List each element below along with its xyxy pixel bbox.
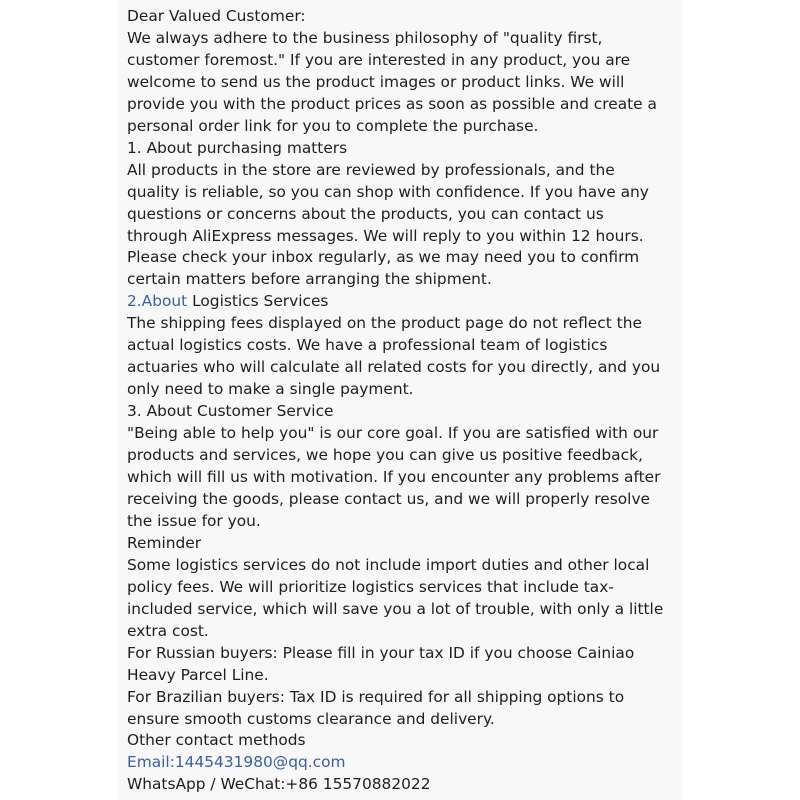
text-line: actual logistics costs. We have a professional team of logistics — [127, 336, 608, 355]
left-margin — [0, 0, 118, 800]
text-line: products and services, we hope you can give us positive feedback, — [127, 446, 643, 465]
text-line: The shipping fees displayed on the product page do not reflect the — [127, 314, 642, 333]
right-margin — [682, 0, 800, 800]
text-line: only need to make a single payment. — [127, 380, 414, 399]
text-line: certain matters before arranging the shipment. — [127, 270, 492, 289]
logistics-link[interactable]: 2.About — [127, 292, 188, 311]
text-line: the issue for you. — [127, 511, 261, 530]
text-line: ensure smooth customs clearance and delivery. — [127, 709, 495, 728]
section-heading-contact: Other contact methods — [127, 731, 306, 750]
section-heading-customer-service: 3. About Customer Service — [127, 402, 334, 421]
text-line: personal order link for you to complete the purchase. — [127, 116, 539, 135]
text-line: customer foremost." If you are interested in any product, you are — [127, 50, 631, 69]
text-line: receiving the goods, please contact us, and we will properly resolve — [127, 489, 651, 508]
text-line: All products in the store are reviewed by professionals, and the — [127, 160, 615, 179]
section-heading-purchasing: 1. About purchasing matters — [127, 138, 348, 157]
text-line: We always adhere to the business philosophy of "quality first, — [127, 28, 603, 47]
text-line: Please check your inbox regularly, as we may need you to confirm — [127, 248, 640, 267]
text-line: through AliExpress messages. We will reply to you within 12 hours. — [127, 226, 644, 245]
text-line: questions or concerns about the products, you can contact us — [127, 204, 604, 223]
section-heading-logistics-label: Logistics Services — [187, 292, 329, 311]
message-body — [127, 6, 677, 796]
text-line: provide you with the product prices as soon as possible and create a — [127, 94, 657, 113]
greeting-line: Dear Valued Customer: — [127, 7, 306, 25]
text-line: which will fill us with motivation. If you encounter any problems after — [127, 468, 661, 487]
whatsapp-wechat-line: WhatsApp / WeChat:+86 15570882022 — [127, 775, 431, 794]
text-line: welcome to send us the product images or product links. We will — [127, 72, 625, 91]
text-line: For Russian buyers: Please fill in your tax ID if you choose Cainiao — [127, 643, 635, 662]
text-line: included service, which will save you a lot of trouble, with only a little — [127, 599, 664, 618]
text-line: For Brazilian buyers: Tax ID is required for all shipping options to — [127, 687, 625, 706]
text-line: actuaries who will calculate all related costs for you directly, and you — [127, 358, 661, 377]
text-line: Some logistics services do not include import duties and other local — [127, 555, 650, 574]
email-link[interactable]: Email:1445431980@qq.com — [127, 753, 346, 772]
section-heading-logistics — [127, 291, 677, 313]
text-line: "Being able to help you" is our core goal. If you are satisfied with our — [127, 424, 659, 443]
section-heading-reminder: Reminder — [127, 533, 202, 552]
text-line: Heavy Parcel Line. — [127, 665, 269, 684]
text-line: quality is reliable, so you can shop with confidence. If you have any — [127, 182, 649, 201]
text-line: extra cost. — [127, 621, 209, 640]
text-line: policy fees. We will prioritize logistics services that include tax- — [127, 577, 614, 596]
